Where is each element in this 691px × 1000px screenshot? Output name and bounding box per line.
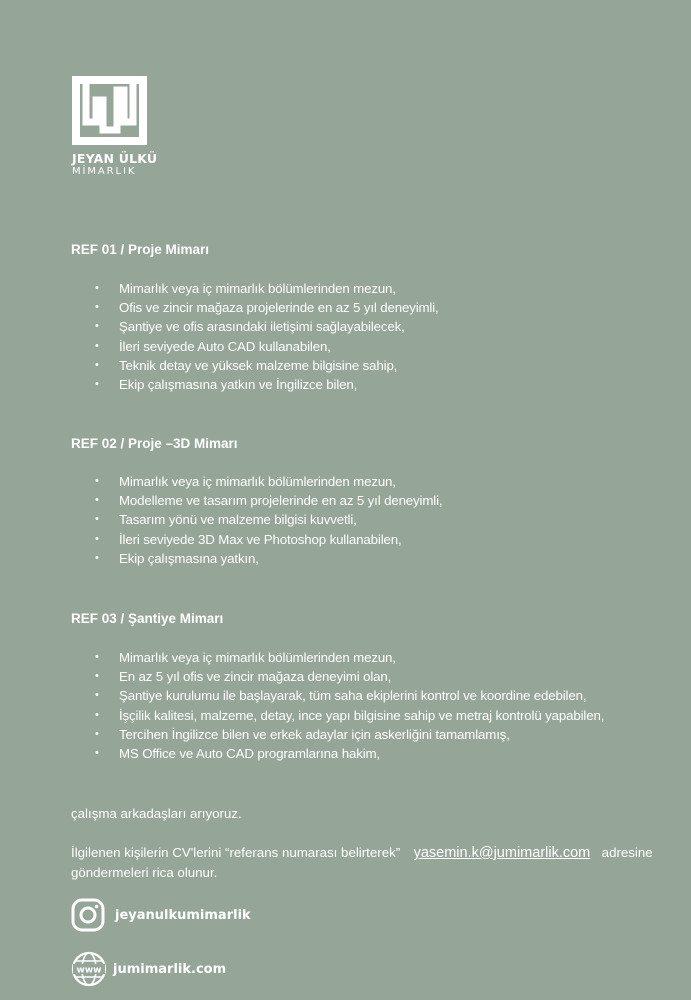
logo-company-name: JEYAN ÜLKÜ <box>72 151 158 166</box>
ref-01-title: REF 01 / Proje Mimarı <box>71 242 210 257</box>
list-item: • Teknik detay ve yüksek malzeme bilgisine sahip, <box>71 356 439 375</box>
list-item: • İleri seviyede 3D Max ve Photoshop kullanabilen, <box>71 530 442 549</box>
list-item: • MS Office ve Auto CAD programlarına hakim, <box>71 744 604 763</box>
instagram-handle: jeyanulkumimarlik <box>115 907 251 923</box>
website-link[interactable] <box>71 951 226 987</box>
list-item: • Tasarım yönü ve malzeme bilgisi kuvvetli, <box>71 510 442 529</box>
email-link[interactable]: yasemin.k@jumimarlik.com <box>413 845 591 861</box>
list-item: • Mimarlık veya iç mimarlık bölümlerinden mezun, <box>71 279 439 298</box>
ref-02-title: REF 02 / Proje –3D Mimarı <box>71 436 238 451</box>
list-item: • Şantiye ve ofis arasındaki iletişimi sağlayabilecek, <box>71 317 439 336</box>
apply-text-after: adresine <box>601 845 653 860</box>
globe-www-icon <box>71 951 107 987</box>
website-url: jumimarlik.com <box>113 961 227 977</box>
instagram-link[interactable] <box>71 898 251 932</box>
ref-03-section <box>71 611 605 762</box>
apply-text: İlgilenen kişilerin CV'lerini “referans numarası belirterek” <box>71 845 401 860</box>
company-logo <box>72 76 158 177</box>
list-item: • Modelleme ve tasarım projelerinde en az 5 yıl deneyimli, <box>71 491 442 510</box>
ref-02-section <box>71 436 443 566</box>
list-item: • Ofis ve zincir mağaza projelerinde en az 5 yıl deneyimli, <box>71 298 439 317</box>
ref-02-list <box>71 472 442 568</box>
list-item: • Ekip çalışmasına yatkın ve İngilizce bilen, <box>71 375 439 394</box>
logo-company-sub: MİMARLIK <box>72 166 137 177</box>
ref-03-list <box>71 648 604 763</box>
list-item: • Şantiye kurulumu ile başlayarak, tüm saha ekiplerini kontrol ve koordine edebilen, <box>71 686 604 705</box>
list-item: • Ekip çalışmasına yatkın, <box>71 549 442 568</box>
logo-mark-icon <box>72 76 147 145</box>
list-item: • Mimarlık veya iç mimarlık bölümlerinden mezun, <box>71 472 442 491</box>
ref-01-section <box>71 242 439 393</box>
closing-text: çalışma arkadaşları arıyoruz. <box>71 806 242 821</box>
list-item: • İşçilik kalitesi, malzeme, detay, ince yapı bilgisine sahip ve metraj kontrolü yapabilen, <box>71 706 604 725</box>
instagram-icon <box>71 898 105 932</box>
ref-03-title: REF 03 / Şantiye Mimarı <box>71 611 224 626</box>
apply-text-line2: göndermeleri rica olunur. <box>71 865 218 880</box>
ref-01-list <box>71 279 439 394</box>
list-item: • Mimarlık veya iç mimarlık bölümlerinden mezun, <box>71 648 604 667</box>
list-item: • Tercihen İngilizce bilen ve erkek adaylar için askerliğini tamamlamış, <box>71 725 604 744</box>
list-item: • En az 5 yıl ofis ve zincir mağaza deneyimi olan, <box>71 667 604 686</box>
list-item: • İleri seviyede Auto CAD kullanabilen, <box>71 337 439 356</box>
www-label: www <box>76 965 102 976</box>
apply-paragraph <box>71 843 681 882</box>
